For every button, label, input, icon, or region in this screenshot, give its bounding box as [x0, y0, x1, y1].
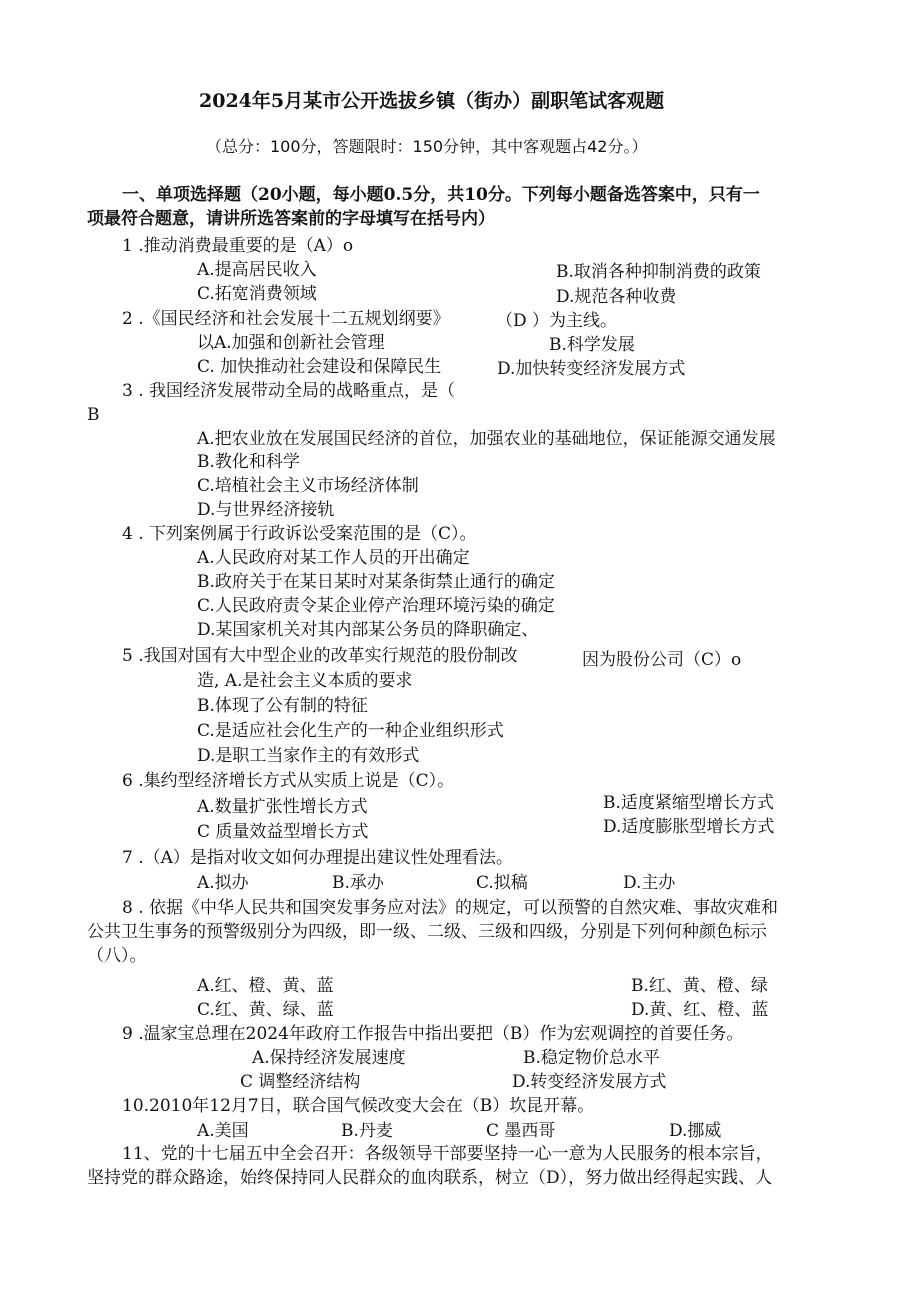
question-1-stem: 1 .推动消费最重要的是（A）o: [122, 236, 354, 256]
question-3-option-b: B.教化和科学: [197, 452, 300, 472]
question-8-option-d: D.黄、红、橙、蓝: [631, 1000, 769, 1020]
question-9-stem: 9 .温家宝总理在2024年政府工作报告中指出要把（B）作为宏观调控的首要任务。: [122, 1024, 744, 1044]
question-7-option-a: A.拟办: [197, 873, 249, 893]
question-9-option-d: D.转变经济发展方式: [512, 1072, 667, 1092]
question-8-line1: 8 . 依据《中华人民共和国突发事务应对法》的规定，可以预警的自然灾难、事故灾难和: [122, 898, 779, 918]
question-10-option-d: D.挪威: [669, 1121, 722, 1141]
question-4-option-a: A.人民政府对某工作人员的开出确定: [197, 548, 470, 568]
question-6-stem: 6 .集约型经济增长方式从实质上说是（C）。: [122, 771, 455, 791]
question-10-stem: 10.2010年12月7日，联合国气候改变大会在（B）坎昆开幕。: [122, 1096, 595, 1116]
question-8-line2: 公共卫生事务的预警级别分为四级，即一级、二级、三级和四级，分别是下列何种颜色标示: [87, 922, 767, 942]
question-10-option-b: B.丹麦: [341, 1121, 393, 1141]
question-2-option-d: D.加快转变经济发展方式: [497, 359, 686, 379]
page-subtitle: （总分：100分，答题限时：150分钟，其中客观题占42分。）: [206, 137, 648, 156]
question-5-option-d: D.是职工当家作主的有效形式: [197, 746, 420, 766]
question-2-answer: （D ）为主线。: [496, 311, 618, 331]
question-5-option-b: B.体现了公有制的特征: [197, 696, 368, 716]
question-11-line1: 11、党的十七届五中全会召开：各级领导干部要坚持一心一意为人民服务的根本宗旨，: [122, 1144, 773, 1164]
question-9-option-a: A.保持经济发展速度: [252, 1048, 406, 1068]
question-2-option-c: C. 加快推动社会建设和保障民生: [197, 357, 442, 377]
question-8-option-b: B.红、黄、橙、绿: [631, 976, 768, 996]
question-5-option-a: 造, A.是社会主义本质的要求: [197, 671, 413, 691]
question-8-line3: （八）。: [87, 946, 147, 966]
question-5-stem: 5 .我国对国有大中型企业的改革实行规范的股份制改: [122, 646, 518, 666]
question-4-option-b: B.政府关于在某日某时对某条街禁止通行的确定: [197, 572, 555, 592]
question-7-option-b: B.承办: [332, 873, 384, 893]
question-6-option-c: C 质量效益型增长方式: [197, 822, 369, 842]
section-heading-line2: 项最符合题意，请讲所选答案前的字母填写在括号内）: [87, 209, 495, 229]
question-6-option-d: D.适度膨胀型增长方式: [603, 817, 775, 837]
question-1-option-d: D.规范各种收费: [556, 287, 677, 307]
question-7-option-c: C.拟稿: [476, 873, 528, 893]
question-8-option-c: C.红、黄、绿、蓝: [197, 1000, 334, 1020]
question-5-answer: 因为股份公司（C）o: [582, 650, 742, 670]
question-3-option-a: A.把农业放在发展国民经济的首位，加强农业的基础地位，保证能源交通发展: [197, 429, 776, 449]
question-6-option-a: A.数量扩张性增长方式: [197, 797, 368, 817]
question-3-option-c: C.培植社会主义市场经济体制: [197, 476, 419, 496]
question-10-option-a: A.美国: [197, 1121, 249, 1141]
question-1-option-a: A.提高居民收入: [197, 260, 317, 280]
question-1-option-b: B.取消各种抑制消费的政策: [556, 262, 761, 282]
question-3-answer: B: [87, 405, 100, 425]
question-11-line2: 坚持党的群众路途，始终保持同人民群众的血肉联系，树立（D），努力做出经得起实践、人: [87, 1168, 773, 1188]
question-4-option-d: D.某国家机关对其内部某公务员的降职确定、: [197, 620, 539, 640]
question-2-stem: 2 .《国民经济和社会发展十二五规划纲要》: [122, 309, 450, 329]
question-6-option-b: B.适度紧缩型增长方式: [603, 793, 774, 813]
question-3-stem: 3 . 我国经济发展带动全局的战略重点，是（: [122, 381, 456, 401]
question-5-option-c: C.是适应社会化生产的一种企业组织形式: [197, 721, 504, 741]
question-7-option-d: D.主办: [623, 873, 676, 893]
question-10-option-c: C 墨西哥: [486, 1121, 556, 1141]
question-2-option-a: 以A.加强和创新社会管理: [197, 333, 385, 353]
section-heading-line1: 一、单项选择题（20小题，每小题0.5分，共10分。下列每小题备选答案中，只有一: [122, 185, 760, 205]
question-8-option-a: A.红、橙、黄、蓝: [197, 976, 334, 996]
question-4-option-c: C.人民政府责令某企业停产治理环境污染的确定: [197, 596, 555, 616]
question-9-option-c: C 调整经济结构: [240, 1072, 361, 1092]
question-1-option-c: C.拓宽消费领域: [197, 284, 317, 304]
question-2-option-b: B.科学发展: [549, 335, 635, 355]
page-title: 2024年5月某市公开选拔乡镇（街办）副职笔试客观题: [199, 90, 665, 112]
question-9-option-b: B.稳定物价总水平: [523, 1048, 660, 1068]
question-3-option-d: D.与世界经济接轨: [197, 500, 335, 520]
question-4-stem: 4 . 下列案例属于行政诉讼受案范围的是（C）。: [122, 524, 477, 544]
question-7-stem: 7 .（A）是指对收文如何办理提出建议性处理看法。: [122, 848, 513, 868]
